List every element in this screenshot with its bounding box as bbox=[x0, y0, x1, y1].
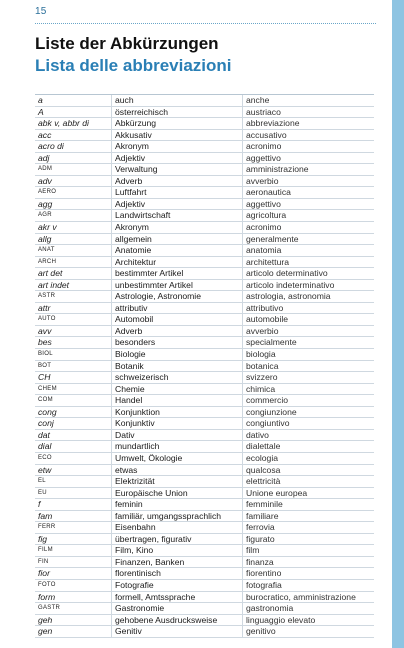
abbreviation-cell: abk v, abbr di bbox=[35, 118, 112, 130]
abbreviation-cell: EL bbox=[35, 476, 112, 488]
italian-meaning-cell: biologia bbox=[243, 349, 375, 361]
italian-meaning-cell: articolo determinativo bbox=[243, 268, 375, 280]
german-meaning-cell: bestimmter Artikel bbox=[112, 268, 243, 280]
german-meaning-cell: Finanzen, Banken bbox=[112, 556, 243, 568]
table-row bbox=[35, 568, 374, 580]
italian-meaning-cell: amministrazione bbox=[243, 164, 375, 176]
german-meaning-cell: auch bbox=[112, 95, 243, 106]
italian-meaning-cell: fiorentino bbox=[243, 568, 375, 580]
abbreviations-table-body bbox=[35, 95, 374, 637]
table-row bbox=[35, 349, 374, 361]
abbreviation-cell: GASTR bbox=[35, 603, 112, 615]
italian-meaning-cell: fotografia bbox=[243, 579, 375, 591]
german-meaning-cell: Adjektiv bbox=[112, 152, 243, 164]
abbreviation-cell: adj bbox=[35, 152, 112, 164]
abbreviation-cell: FOTO bbox=[35, 579, 112, 591]
german-meaning-cell: übertragen, figurativ bbox=[112, 533, 243, 545]
german-meaning-cell: Verwaltung bbox=[112, 164, 243, 176]
table-row bbox=[35, 452, 374, 464]
abbreviation-cell: fig bbox=[35, 533, 112, 545]
italian-meaning-cell: botanica bbox=[243, 360, 375, 372]
german-meaning-cell: Akkusativ bbox=[112, 129, 243, 141]
italian-meaning-cell: acronimo bbox=[243, 222, 375, 234]
german-meaning-cell: Botanik bbox=[112, 360, 243, 372]
german-meaning-cell: Luftfahrt bbox=[112, 187, 243, 199]
abbreviation-cell: ANAT bbox=[35, 245, 112, 257]
abbreviation-cell: AERO bbox=[35, 187, 112, 199]
abbreviation-cell: CH bbox=[35, 372, 112, 384]
table-row bbox=[35, 614, 374, 626]
abbreviation-cell: fior bbox=[35, 568, 112, 580]
table-row bbox=[35, 210, 374, 222]
italian-meaning-cell: agricoltura bbox=[243, 210, 375, 222]
german-meaning-cell: besonders bbox=[112, 337, 243, 349]
table-row bbox=[35, 291, 374, 303]
abbreviation-cell: conj bbox=[35, 418, 112, 430]
italian-meaning-cell: astrologia, astronomia bbox=[243, 291, 375, 303]
table-row bbox=[35, 268, 374, 280]
abbreviation-cell: FILM bbox=[35, 545, 112, 557]
table-row bbox=[35, 579, 374, 591]
table-row bbox=[35, 129, 374, 141]
table-row bbox=[35, 187, 374, 199]
italian-meaning-cell: femminile bbox=[243, 499, 375, 511]
italian-meaning-cell: congiunzione bbox=[243, 406, 375, 418]
italian-meaning-cell: burocratico, amministrazione bbox=[243, 591, 375, 603]
german-meaning-cell: Biologie bbox=[112, 349, 243, 361]
german-meaning-cell: allgemein bbox=[112, 233, 243, 245]
abbreviation-cell: akr v bbox=[35, 222, 112, 234]
italian-meaning-cell: figurato bbox=[243, 533, 375, 545]
abbreviation-cell: COM bbox=[35, 395, 112, 407]
italian-meaning-cell: avverbio bbox=[243, 325, 375, 337]
italian-meaning-cell: chimica bbox=[243, 383, 375, 395]
abbreviation-cell: BIOL bbox=[35, 349, 112, 361]
german-meaning-cell: österreichisch bbox=[112, 106, 243, 118]
abbreviation-cell: dial bbox=[35, 441, 112, 453]
german-meaning-cell: Anatomie bbox=[112, 245, 243, 257]
abbreviation-cell: geh bbox=[35, 614, 112, 626]
top-divider bbox=[35, 23, 376, 24]
german-meaning-cell: gehobene Ausdrucksweise bbox=[112, 614, 243, 626]
italian-meaning-cell: film bbox=[243, 545, 375, 557]
italian-meaning-cell: dialettale bbox=[243, 441, 375, 453]
table-row bbox=[35, 372, 374, 384]
table-row bbox=[35, 325, 374, 337]
german-meaning-cell: Akronym bbox=[112, 141, 243, 153]
german-meaning-cell: Fotografie bbox=[112, 579, 243, 591]
italian-meaning-cell: generalmente bbox=[243, 233, 375, 245]
abbreviation-cell: a bbox=[35, 95, 112, 106]
abbreviation-cell: agg bbox=[35, 198, 112, 210]
table-row bbox=[35, 522, 374, 534]
table-row bbox=[35, 533, 374, 545]
table-row bbox=[35, 198, 374, 210]
german-meaning-cell: familiär, umgangssprachlich bbox=[112, 510, 243, 522]
title-german: Liste der Abkürzungen bbox=[35, 34, 219, 53]
abbreviation-cell: AGR bbox=[35, 210, 112, 222]
table-row bbox=[35, 556, 374, 568]
italian-meaning-cell: anche bbox=[243, 95, 375, 106]
german-meaning-cell: Konjunktion bbox=[112, 406, 243, 418]
italian-meaning-cell: congiuntivo bbox=[243, 418, 375, 430]
italian-meaning-cell: ferrovia bbox=[243, 522, 375, 534]
italian-meaning-cell: aggettivo bbox=[243, 198, 375, 210]
italian-meaning-cell: articolo indeterminativo bbox=[243, 279, 375, 291]
italian-meaning-cell: automobile bbox=[243, 314, 375, 326]
german-meaning-cell: unbestimmter Artikel bbox=[112, 279, 243, 291]
table-row bbox=[35, 464, 374, 476]
german-meaning-cell: Akronym bbox=[112, 222, 243, 234]
german-meaning-cell: Film, Kino bbox=[112, 545, 243, 557]
abbreviation-cell: ADM bbox=[35, 164, 112, 176]
abbreviation-cell: f bbox=[35, 499, 112, 511]
italian-meaning-cell: abbreviazione bbox=[243, 118, 375, 130]
italian-meaning-cell: finanza bbox=[243, 556, 375, 568]
table-row bbox=[35, 487, 374, 499]
german-meaning-cell: Astrologie, Astronomie bbox=[112, 291, 243, 303]
abbreviation-cell: dat bbox=[35, 429, 112, 441]
side-tab-bar bbox=[392, 0, 404, 648]
table-row bbox=[35, 222, 374, 234]
abbreviation-cell: art det bbox=[35, 268, 112, 280]
table-row bbox=[35, 95, 374, 106]
german-meaning-cell: florentinisch bbox=[112, 568, 243, 580]
german-meaning-cell: feminin bbox=[112, 499, 243, 511]
german-meaning-cell: Eisenbahn bbox=[112, 522, 243, 534]
italian-meaning-cell: familiare bbox=[243, 510, 375, 522]
abbreviation-cell: bes bbox=[35, 337, 112, 349]
italian-meaning-cell: commercio bbox=[243, 395, 375, 407]
abbreviation-cell: ASTR bbox=[35, 291, 112, 303]
abbreviation-cell: ECO bbox=[35, 452, 112, 464]
table-row bbox=[35, 418, 374, 430]
abbreviation-cell: ARCH bbox=[35, 256, 112, 268]
table-row bbox=[35, 118, 374, 130]
italian-meaning-cell: acronimo bbox=[243, 141, 375, 153]
italian-meaning-cell: austriaco bbox=[243, 106, 375, 118]
abbreviation-cell: acro di bbox=[35, 141, 112, 153]
german-meaning-cell: Adverb bbox=[112, 175, 243, 187]
abbreviation-cell: form bbox=[35, 591, 112, 603]
italian-meaning-cell: Unione europea bbox=[243, 487, 375, 499]
abbreviation-cell: fam bbox=[35, 510, 112, 522]
table-row bbox=[35, 337, 374, 349]
abbreviation-cell: etw bbox=[35, 464, 112, 476]
page-number: 15 bbox=[35, 6, 47, 17]
abbreviation-cell: A bbox=[35, 106, 112, 118]
german-meaning-cell: Abkürzung bbox=[112, 118, 243, 130]
table-row bbox=[35, 441, 374, 453]
italian-meaning-cell: genitivo bbox=[243, 626, 375, 638]
italian-meaning-cell: anatomia bbox=[243, 245, 375, 257]
italian-meaning-cell: aggettivo bbox=[243, 152, 375, 164]
german-meaning-cell: Adjektiv bbox=[112, 198, 243, 210]
german-meaning-cell: attributiv bbox=[112, 302, 243, 314]
table-row bbox=[35, 152, 374, 164]
italian-meaning-cell: gastronomia bbox=[243, 603, 375, 615]
german-meaning-cell: Umwelt, Ökologie bbox=[112, 452, 243, 464]
italian-meaning-cell: qualcosa bbox=[243, 464, 375, 476]
german-meaning-cell: Chemie bbox=[112, 383, 243, 395]
table-row bbox=[35, 314, 374, 326]
abbreviation-cell: EU bbox=[35, 487, 112, 499]
table-row bbox=[35, 429, 374, 441]
table-row bbox=[35, 545, 374, 557]
table-row bbox=[35, 591, 374, 603]
table-row bbox=[35, 499, 374, 511]
german-meaning-cell: Genitiv bbox=[112, 626, 243, 638]
table-row bbox=[35, 476, 374, 488]
italian-meaning-cell: architettura bbox=[243, 256, 375, 268]
italian-meaning-cell: elettricità bbox=[243, 476, 375, 488]
italian-meaning-cell: accusativo bbox=[243, 129, 375, 141]
abbreviation-cell: FIN bbox=[35, 556, 112, 568]
german-meaning-cell: formell, Amtssprache bbox=[112, 591, 243, 603]
german-meaning-cell: Architektur bbox=[112, 256, 243, 268]
abbreviation-cell: avv bbox=[35, 325, 112, 337]
german-meaning-cell: Automobil bbox=[112, 314, 243, 326]
table-row bbox=[35, 141, 374, 153]
abbreviation-cell: gen bbox=[35, 626, 112, 638]
table-row bbox=[35, 106, 374, 118]
table-row bbox=[35, 256, 374, 268]
title-italian: Lista delle abbreviazioni bbox=[35, 56, 232, 75]
table-row bbox=[35, 395, 374, 407]
german-meaning-cell: etwas bbox=[112, 464, 243, 476]
italian-meaning-cell: attributivo bbox=[243, 302, 375, 314]
german-meaning-cell: Elektrizität bbox=[112, 476, 243, 488]
abbreviation-cell: cong bbox=[35, 406, 112, 418]
german-meaning-cell: Adverb bbox=[112, 325, 243, 337]
german-meaning-cell: Gastronomie bbox=[112, 603, 243, 615]
table-row bbox=[35, 245, 374, 257]
table-row bbox=[35, 510, 374, 522]
table-row bbox=[35, 383, 374, 395]
table-row bbox=[35, 360, 374, 372]
italian-meaning-cell: svizzero bbox=[243, 372, 375, 384]
table-row bbox=[35, 233, 374, 245]
italian-meaning-cell: linguaggio elevato bbox=[243, 614, 375, 626]
abbreviation-cell: CHEM bbox=[35, 383, 112, 395]
german-meaning-cell: mundartlich bbox=[112, 441, 243, 453]
abbreviation-cell: art indet bbox=[35, 279, 112, 291]
table-row bbox=[35, 626, 374, 638]
table-row bbox=[35, 302, 374, 314]
german-meaning-cell: Dativ bbox=[112, 429, 243, 441]
table-row bbox=[35, 279, 374, 291]
italian-meaning-cell: dativo bbox=[243, 429, 375, 441]
abbreviation-cell: FERR bbox=[35, 522, 112, 534]
table-row bbox=[35, 175, 374, 187]
german-meaning-cell: Europäische Union bbox=[112, 487, 243, 499]
table-row bbox=[35, 603, 374, 615]
german-meaning-cell: schweizerisch bbox=[112, 372, 243, 384]
abbreviations-table bbox=[35, 94, 374, 638]
italian-meaning-cell: specialmente bbox=[243, 337, 375, 349]
german-meaning-cell: Konjunktiv bbox=[112, 418, 243, 430]
italian-meaning-cell: aeronautica bbox=[243, 187, 375, 199]
abbreviation-cell: acc bbox=[35, 129, 112, 141]
abbreviation-cell: AUTO bbox=[35, 314, 112, 326]
abbreviation-cell: BOT bbox=[35, 360, 112, 372]
italian-meaning-cell: avverbio bbox=[243, 175, 375, 187]
abbreviation-cell: allg bbox=[35, 233, 112, 245]
german-meaning-cell: Landwirtschaft bbox=[112, 210, 243, 222]
italian-meaning-cell: ecologia bbox=[243, 452, 375, 464]
table-row bbox=[35, 164, 374, 176]
german-meaning-cell: Handel bbox=[112, 395, 243, 407]
table-row bbox=[35, 406, 374, 418]
abbreviation-cell: attr bbox=[35, 302, 112, 314]
abbreviation-cell: adv bbox=[35, 175, 112, 187]
